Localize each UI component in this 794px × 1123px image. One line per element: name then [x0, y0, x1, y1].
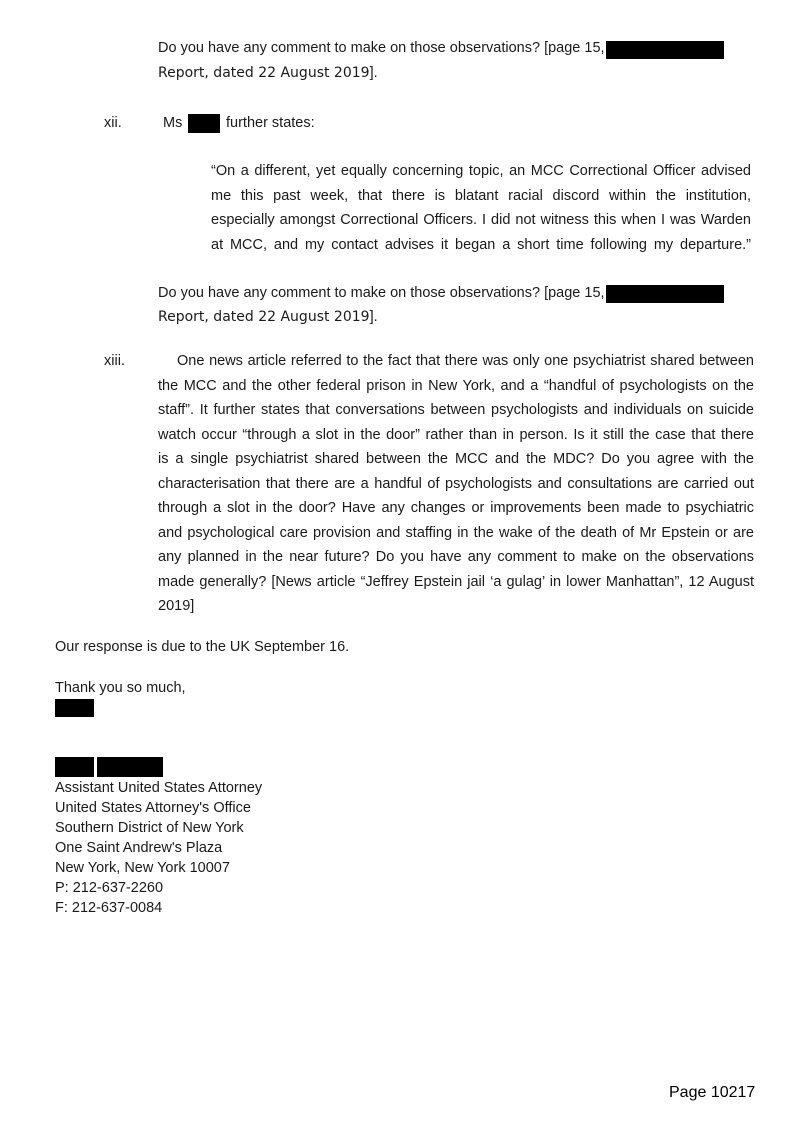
paragraph-line: any planned in the near future? Do you have any comment to make on the observations — [158, 549, 754, 565]
redaction-box — [606, 285, 724, 303]
xii-further-states: further states: — [226, 115, 315, 131]
paragraph-line: One news article referred to the fact that there was only one psychiatrist shared between — [177, 353, 754, 369]
thanks: Thank you so much, — [55, 680, 186, 696]
quote-line: me this past week, that there is blatant racial discord within the institution, — [211, 187, 751, 204]
response-due: Our response is due to the UK September 16. — [55, 639, 350, 655]
paragraph-line: through a slot in the door? Have any changes or improvements been made to psychiatric — [158, 500, 754, 516]
redaction-box — [55, 699, 94, 717]
signature-line: Assistant United States Attorney — [55, 780, 263, 796]
paragraph-line: made generally? [News article “Jeffrey Epstein jail ‘a gulag’ in lower Manhattan”, 12 August — [158, 573, 754, 590]
signature-line: New York, New York 10007 — [55, 860, 230, 876]
paragraph-line: characterisation that there are a handful of psychologists and consultations are carried out — [158, 475, 754, 492]
xi-question-line1: Do you have any comment to make on those observations? [page 15, — [158, 40, 605, 56]
xii-question-line2: Report, dated 22 August 2019]. — [158, 309, 378, 325]
xii-ms: Ms — [163, 115, 183, 131]
xiii-paragraph — [158, 349, 754, 619]
paragraph-line: 2019] — [158, 598, 195, 614]
paragraph-line: is a single psychiatrist shared between the MCC and the MDC? Do you agree with the — [158, 451, 754, 467]
paragraph-line: staff”. It further states that conversations between psychologists and individuals on suicide — [158, 402, 754, 418]
xiii-numeral: xiii. — [104, 353, 125, 369]
signature-line: F: 212-637-0084 — [55, 900, 163, 916]
signature-line: United States Attorney's Office — [55, 800, 251, 816]
signature-block — [55, 778, 262, 918]
redaction-box — [55, 757, 94, 777]
xii-quote — [211, 159, 751, 257]
paragraph-line: and psychological care provision and staffing in the wake of the death of Mr Epstein or are — [158, 524, 754, 541]
redaction-box — [97, 757, 163, 777]
redaction-box — [188, 114, 220, 133]
xi-question-line2: Report, dated 22 August 2019]. — [158, 65, 378, 81]
redaction-box — [606, 41, 724, 59]
quote-line: especially amongst Correctional Officers. I did not witness this when I was Warden — [211, 212, 751, 228]
quote-line: “On a different, yet equally concerning topic, an MCC Correctional Officer advised — [211, 163, 751, 179]
xii-numeral: xii. — [104, 115, 122, 131]
signature-line: One Saint Andrew's Plaza — [55, 840, 223, 856]
paragraph-line: watch occur “through a slot in the door” rather than in person. Is it still the case that there — [158, 426, 754, 443]
paragraph-line: the MCC and the other federal prison in New York, and a “handful of psychologists on the — [158, 377, 754, 394]
signature-line: P: 212-637-2260 — [55, 880, 164, 896]
signature-line: Southern District of New York — [55, 820, 244, 836]
quote-line: at MCC, and my contact advises it began a short time following my departure.” — [211, 236, 751, 253]
page-number: Page 10217 — [669, 1084, 756, 1101]
xii-question-line1: Do you have any comment to make on those observations? [page 15, — [158, 285, 605, 301]
